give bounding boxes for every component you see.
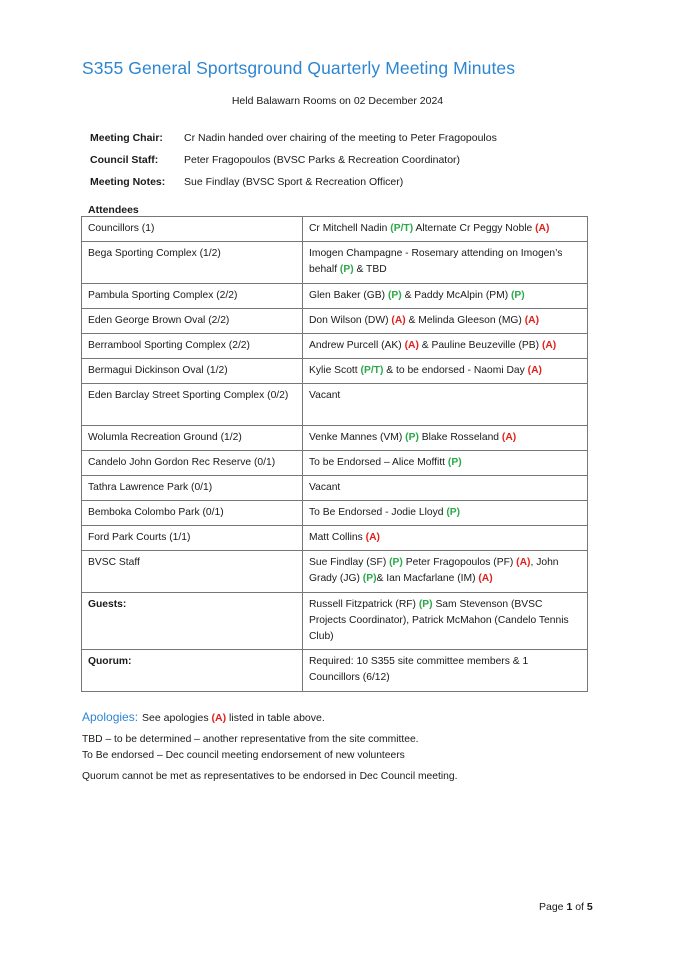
attendee-text: & to be endorsed - Naomi Day [383, 365, 528, 376]
note-quorum: Quorum cannot be met as representatives to be endorsed in Dec Council meeting. [82, 771, 458, 782]
attendee-text: Venke Mannes (VM) [309, 432, 406, 443]
venue-label: BVSC Staff [88, 557, 140, 568]
attendee-text: & TBD [353, 264, 387, 275]
venue-cell [82, 384, 303, 426]
page-total: 5 [586, 901, 593, 913]
attendee-text: Glen Baker (GB) [309, 290, 388, 301]
venue-cell [82, 309, 303, 334]
apologies-line [82, 710, 325, 724]
venue-cell [82, 284, 303, 309]
present-marker: (P) [339, 264, 354, 275]
attendee-text: Sue Findlay (SF) [309, 557, 390, 568]
present-marker: (P) [418, 599, 433, 610]
present-marker: (P) [405, 432, 419, 443]
absent-marker: (A) [524, 315, 540, 326]
attendee-text: Alternate Cr Peggy Noble [413, 223, 536, 234]
venue-label: Tathra Lawrence Park (0/1) [88, 482, 213, 493]
attendee-text: Kylie Scott [309, 365, 361, 376]
table-row [82, 284, 588, 309]
absent-marker: (A) [478, 573, 493, 584]
meeting-notes-row [90, 176, 403, 188]
attendees-cell [303, 242, 588, 284]
meta-value: Sue Findlay (BVSC Sport & Recreation Officer) [184, 176, 404, 188]
venue-label: Wolumla Recreation Ground (1/2) [88, 432, 242, 443]
venue-cell [82, 526, 303, 551]
table-row [82, 451, 588, 476]
attendee-text: Matt Collins [309, 532, 366, 543]
attendee-text: & Paddy McAlpin (PM) [401, 290, 511, 301]
table-row [82, 359, 588, 384]
document-title: S355 General Sportsground Quarterly Meeting Minutes [82, 58, 516, 78]
attendees-cell [303, 593, 588, 650]
note-tbd: TBD – to be determined – another representative from the site committee. [82, 734, 419, 745]
present-marker: (P) [511, 290, 525, 301]
table-row [82, 242, 588, 284]
meta-label: Council Staff: [90, 154, 159, 166]
venue-label: Berrambool Sporting Complex (2/2) [88, 340, 250, 351]
meta-label: Meeting Notes: [90, 176, 166, 188]
absent-marker: (A) [501, 432, 517, 443]
table-row [82, 476, 588, 501]
attendee-text: Peter Fragopoulos (PF) [402, 557, 517, 568]
table-row [82, 501, 588, 526]
venue-cell [82, 359, 303, 384]
absent-marker: (A) [404, 340, 419, 351]
apologies-heading: Apologies: [82, 710, 139, 724]
venue-cell [82, 334, 303, 359]
council-staff-row [90, 154, 460, 166]
venue-cell [82, 242, 303, 284]
attendees-cell [303, 650, 588, 692]
attendee-text: Cr Mitchell Nadin [309, 223, 391, 234]
table-row [82, 309, 588, 334]
present-marker: (P/T) [390, 223, 414, 234]
page-of: of [572, 901, 587, 913]
absent-marker: (A) [211, 712, 227, 724]
venue-cell [82, 476, 303, 501]
venue-cell [82, 650, 303, 692]
absent-marker: (A) [391, 315, 406, 326]
venue-label: Quorum: [88, 656, 132, 667]
absent-marker: (A) [541, 340, 557, 351]
attendees-cell [303, 334, 588, 359]
table-row [82, 551, 588, 593]
attendee-text: Don Wilson (DW) [309, 315, 392, 326]
attendee-text: Russell Fitzpatrick (RF) [309, 599, 419, 610]
venue-cell [82, 593, 303, 650]
attendee-text: & Ian Macfarlane (IM) [376, 573, 479, 584]
venue-cell [82, 501, 303, 526]
attendee-text: Sam Stevenson (BVSC Projects Coordinator), Patrick McMahon (Candelo Tennis Club) [309, 599, 569, 642]
attendees-cell [303, 359, 588, 384]
present-marker: (P/T) [360, 365, 384, 376]
attendee-text: Vacant [309, 390, 341, 401]
attendee-text: & Melinda Gleeson (MG) [405, 315, 525, 326]
apologies-text-post: listed in table above. [226, 712, 325, 724]
meta-value: Peter Fragopoulos (BVSC Parks & Recreation Coordinator) [184, 154, 461, 166]
venue-label: Eden George Brown Oval (2/2) [88, 315, 230, 326]
attendee-text: & Pauline Beuzeville (PB) [418, 340, 542, 351]
venue-cell [82, 451, 303, 476]
venue-cell [82, 551, 303, 593]
venue-label: Eden Barclay Street Sporting Complex (0/2) [88, 390, 289, 401]
attendees-cell [303, 501, 588, 526]
table-row [82, 334, 588, 359]
present-marker: (P) [446, 507, 461, 518]
venue-label: Guests: [88, 599, 127, 610]
attendee-text: Vacant [309, 482, 341, 493]
absent-marker: (A) [365, 532, 380, 543]
absent-marker: (A) [527, 365, 542, 376]
meeting-chair-row [90, 132, 497, 144]
venue-label: Bega Sporting Complex (1/2) [88, 248, 221, 259]
venue-label: Councillors (1) [88, 223, 155, 234]
table-row [82, 426, 588, 451]
present-marker: (P) [362, 573, 377, 584]
venue-cell [82, 426, 303, 451]
meeting-location-date: Held Balawarn Rooms on 02 December 2024 [231, 95, 444, 107]
table-row [82, 650, 588, 692]
venue-label: Candelo John Gordon Rec Reserve (0/1) [88, 457, 276, 468]
note-to-be-endorsed: To Be endorsed – Dec council meeting endorsement of new volunteers [82, 750, 405, 761]
attendees-cell [303, 551, 588, 593]
table-row [82, 526, 588, 551]
attendees-cell [303, 476, 588, 501]
table-row [82, 593, 588, 650]
table-row [82, 384, 588, 426]
attendees-cell [303, 451, 588, 476]
present-marker: (P) [387, 290, 402, 301]
attendees-cell [303, 526, 588, 551]
present-marker: (P) [389, 557, 403, 568]
attendees-cell [303, 309, 588, 334]
meta-value: Cr Nadin handed over chairing of the meeting to Peter Fragopoulos [184, 132, 497, 144]
page-current: 1 [566, 901, 573, 913]
attendees-heading: Attendees [88, 204, 139, 216]
table-row [82, 217, 588, 242]
venue-cell [82, 217, 303, 242]
attendees-cell [303, 384, 588, 426]
apologies-text-pre: See apologies [142, 712, 212, 724]
page-number [539, 901, 593, 913]
absent-marker: (A) [516, 557, 531, 568]
attendee-text: , John Grady (JG) [309, 557, 559, 584]
attendee-text: Andrew Purcell (AK) [309, 340, 405, 351]
page-prefix: Page [539, 901, 567, 913]
attendees-cell [303, 217, 588, 242]
attendees-cell [303, 426, 588, 451]
attendee-text: Required: 10 S355 site committee members & 1 Councillors (6/12) [309, 656, 529, 683]
venue-label: Bermagui Dickinson Oval (1/2) [88, 365, 228, 376]
venue-label: Ford Park Courts (1/1) [88, 532, 191, 543]
venue-label: Pambula Sporting Complex (2/2) [88, 290, 238, 301]
venue-label: Bemboka Colombo Park (0/1) [88, 507, 224, 518]
absent-marker: (A) [535, 223, 550, 234]
attendees-cell [303, 284, 588, 309]
attendee-text: Imogen Champagne - Rosemary attending on Imogen’s behalf [309, 248, 563, 275]
attendees-table [81, 216, 588, 692]
attendee-text: To be Endorsed – Alice Moffitt [309, 457, 448, 468]
attendee-text: Blake Rosseland [418, 432, 502, 443]
meta-label: Meeting Chair: [90, 132, 163, 144]
attendee-text: To Be Endorsed - Jodie Lloyd [309, 507, 447, 518]
present-marker: (P) [447, 457, 462, 468]
